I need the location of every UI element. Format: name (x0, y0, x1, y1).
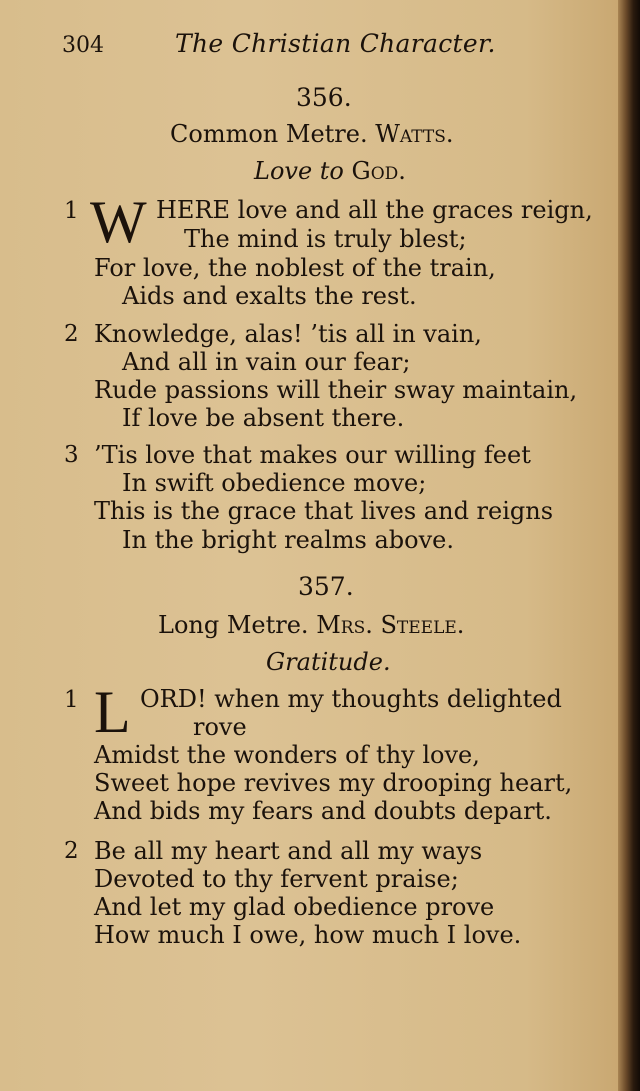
page-edge (618, 0, 640, 1091)
verse-line: The mind is truly blest; (184, 225, 467, 253)
verse-number: 2 (64, 321, 79, 347)
hymn-metre: Long Metre. (158, 611, 309, 639)
verse-line: Knowledge, alas! ’tis all in vain, (94, 320, 482, 348)
verse-number: 1 (64, 687, 79, 713)
verse-line: HERE love and all the graces reign, (156, 196, 593, 224)
verse-line: How much I owe, how much I love. (94, 921, 522, 949)
hymn-metre-line (170, 120, 454, 148)
verse-line: Rude passions will their sway maintain, (94, 376, 578, 404)
verse-line: In the bright realms above. (122, 526, 454, 554)
verse-line: And let my glad obedience prove (94, 893, 495, 921)
verse-line: And all in vain our fear; (122, 348, 411, 376)
drop-cap: L (94, 679, 131, 745)
verse-line: Aids and exalts the rest. (122, 282, 417, 310)
verse-line: ORD! when my thoughts delighted (140, 685, 562, 713)
hymn-theme: Gratitude. (266, 648, 391, 676)
verse-line: If love be absent there. (122, 404, 405, 432)
hymn-metre-line (158, 611, 464, 639)
hymn-number: 357. (298, 572, 354, 601)
verse-line: And bids my fears and doubts depart. (94, 797, 552, 825)
verse-number: 1 (64, 198, 79, 224)
verse-line: This is the grace that lives and reigns (94, 497, 554, 525)
hymn-author: Mrs. Steele. (316, 611, 465, 639)
verse-number: 2 (64, 838, 79, 864)
verse-line: rove (193, 713, 247, 741)
hymn-theme (254, 157, 406, 185)
verse-line: Be all my heart and all my ways (94, 837, 483, 865)
verse-line: ’Tis love that makes our willing feet (94, 441, 531, 469)
verse-line: For love, the noblest of the train, (94, 254, 496, 282)
verse-line: Devoted to thy fervent praise; (94, 865, 459, 893)
verse-number: 3 (64, 442, 79, 468)
verse-line: In swift obedience move; (122, 469, 427, 497)
hymn-metre: Common Metre. (170, 120, 368, 148)
verse-line: Amidst the wonders of thy love, (94, 741, 480, 769)
hymn-number: 356. (296, 83, 352, 112)
hymn-theme-italic: Love to (254, 157, 344, 185)
hymn-author: Watts. (375, 120, 454, 148)
verse-line: Sweet hope revives my drooping heart, (94, 769, 573, 797)
page-number: 304 (62, 33, 104, 58)
hymn-theme-smallcaps: God. (351, 157, 406, 185)
drop-cap: W (90, 189, 147, 255)
running-title: The Christian Character. (175, 29, 496, 58)
